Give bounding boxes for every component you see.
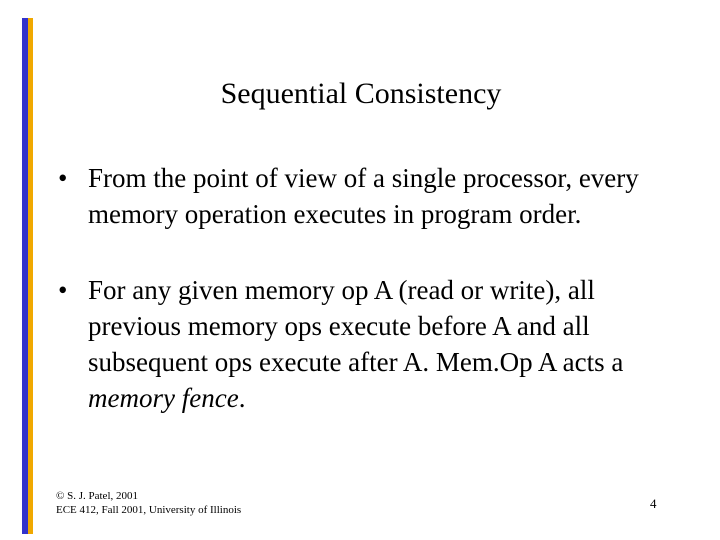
footer-course: ECE 412, Fall 2001, University of Illinois xyxy=(56,504,242,516)
page-number: 4 xyxy=(650,496,657,511)
footer-credits xyxy=(56,489,241,517)
slide-title: Sequential Consistency xyxy=(220,77,502,110)
footer-copyright: © S. J. Patel, 2001 xyxy=(56,490,139,502)
bullet-list xyxy=(58,160,678,416)
bullet-text-2-main: For any given memory op A (read or write), all previous memory ops execute before A and all subsequent ops execute after A. Mem.Op A acts a xyxy=(88,275,624,377)
bullet-marker: • xyxy=(58,163,68,193)
bullet-text-1: From the point of view of a single processor, every memory operation executes in program order. xyxy=(88,163,639,229)
bullet-marker: • xyxy=(58,275,68,305)
bullet-item-1 xyxy=(58,160,678,232)
bullet-item-2 xyxy=(58,272,678,416)
bullet-text-2-end: . xyxy=(238,383,246,413)
emphasis-memory-fence: memory fence xyxy=(88,383,239,413)
bullet-text-2 xyxy=(88,275,623,413)
